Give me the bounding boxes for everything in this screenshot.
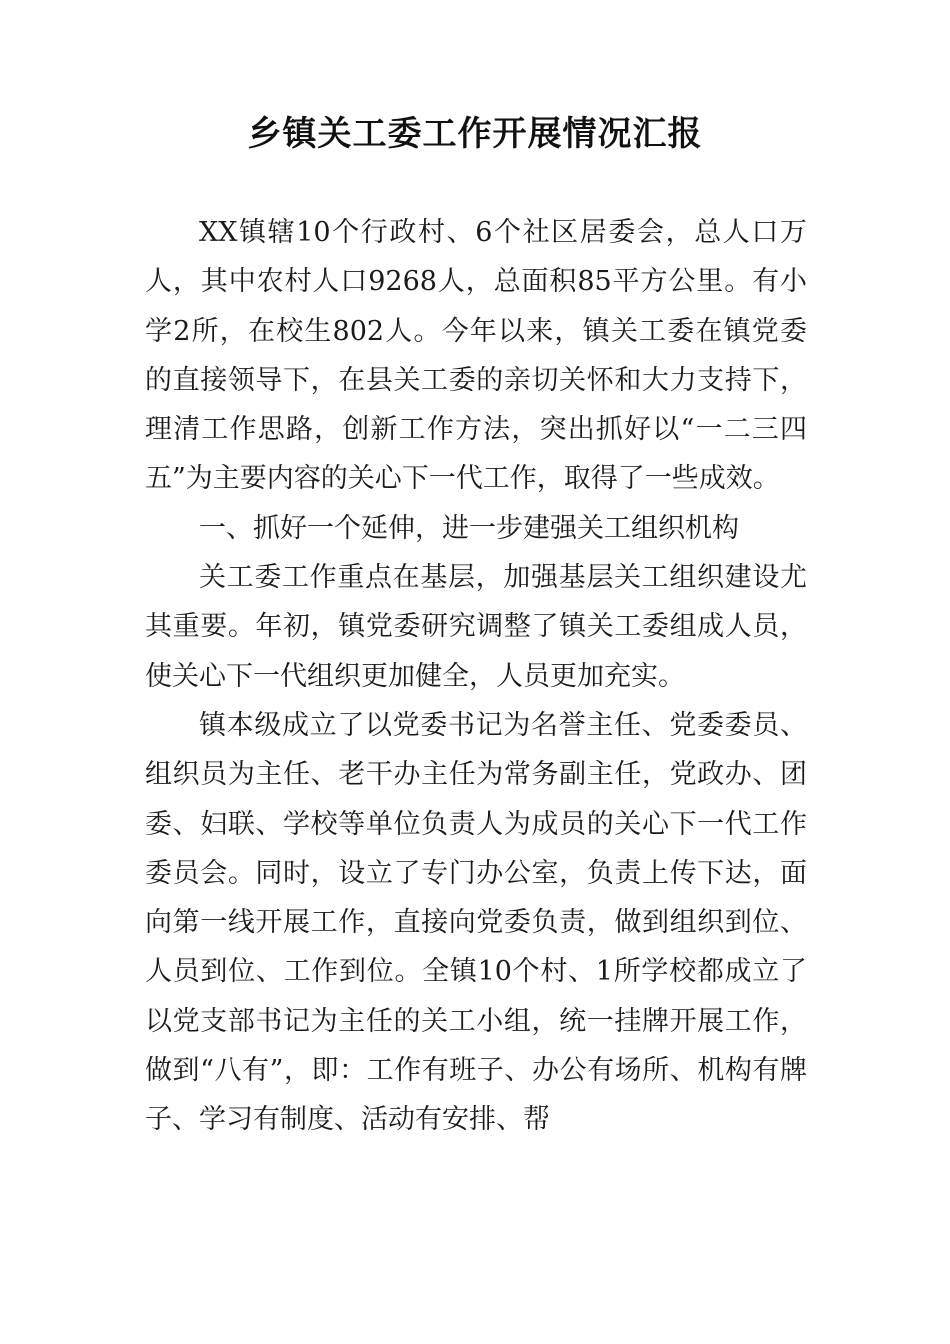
section-heading-1: 一、抓好一个延伸，进一步建强关工组织机构	[199, 512, 739, 544]
paragraph-section1-overview: 关工委工作重点在基层，加强基层关工组织建设尤其重要。年初，镇党委研究调整了镇关工委组成人员，使关心下一代组织更加健全，人员更加充实。	[145, 562, 807, 692]
document-body	[145, 208, 807, 1145]
document-title: 乡镇关工委工作开展情况汇报	[247, 113, 703, 154]
paragraph-section1-details: 镇本级成立了以党委书记为名誉主任、党委委员、组织员为主任、老干办主任为常务副主任，党政办、团委、妇联、学校等单位负责人为成员的关心下一代工作委员会。同时，设立了专门办公室，负责上传下达，面向第一线开展工作，直接向党委负责，做到组织到位、人员到位、工作到位。全镇10个村、1所学校都成立了以党支部书记为主任的关工小组，统一挂牌开展工作，做到“八有”，即：工作有班子、办公有场所、机构有牌子、学习有制度、活动有安排、帮	[145, 709, 807, 1136]
paragraph-intro: XX镇辖10个行政村、6个社区居委会，总人口万人，其中农村人口9268人，总面积85平方公里。有小学2所，在校生802人。今年以来，镇关工委在镇党委的直接领导下，在县关工委的亲切关怀和大力支持下，理清工作思路，创新工作方法，突出抓好以“一二三四五”为主要内容的关心下一代工作，取得了一些成效。	[145, 217, 807, 495]
